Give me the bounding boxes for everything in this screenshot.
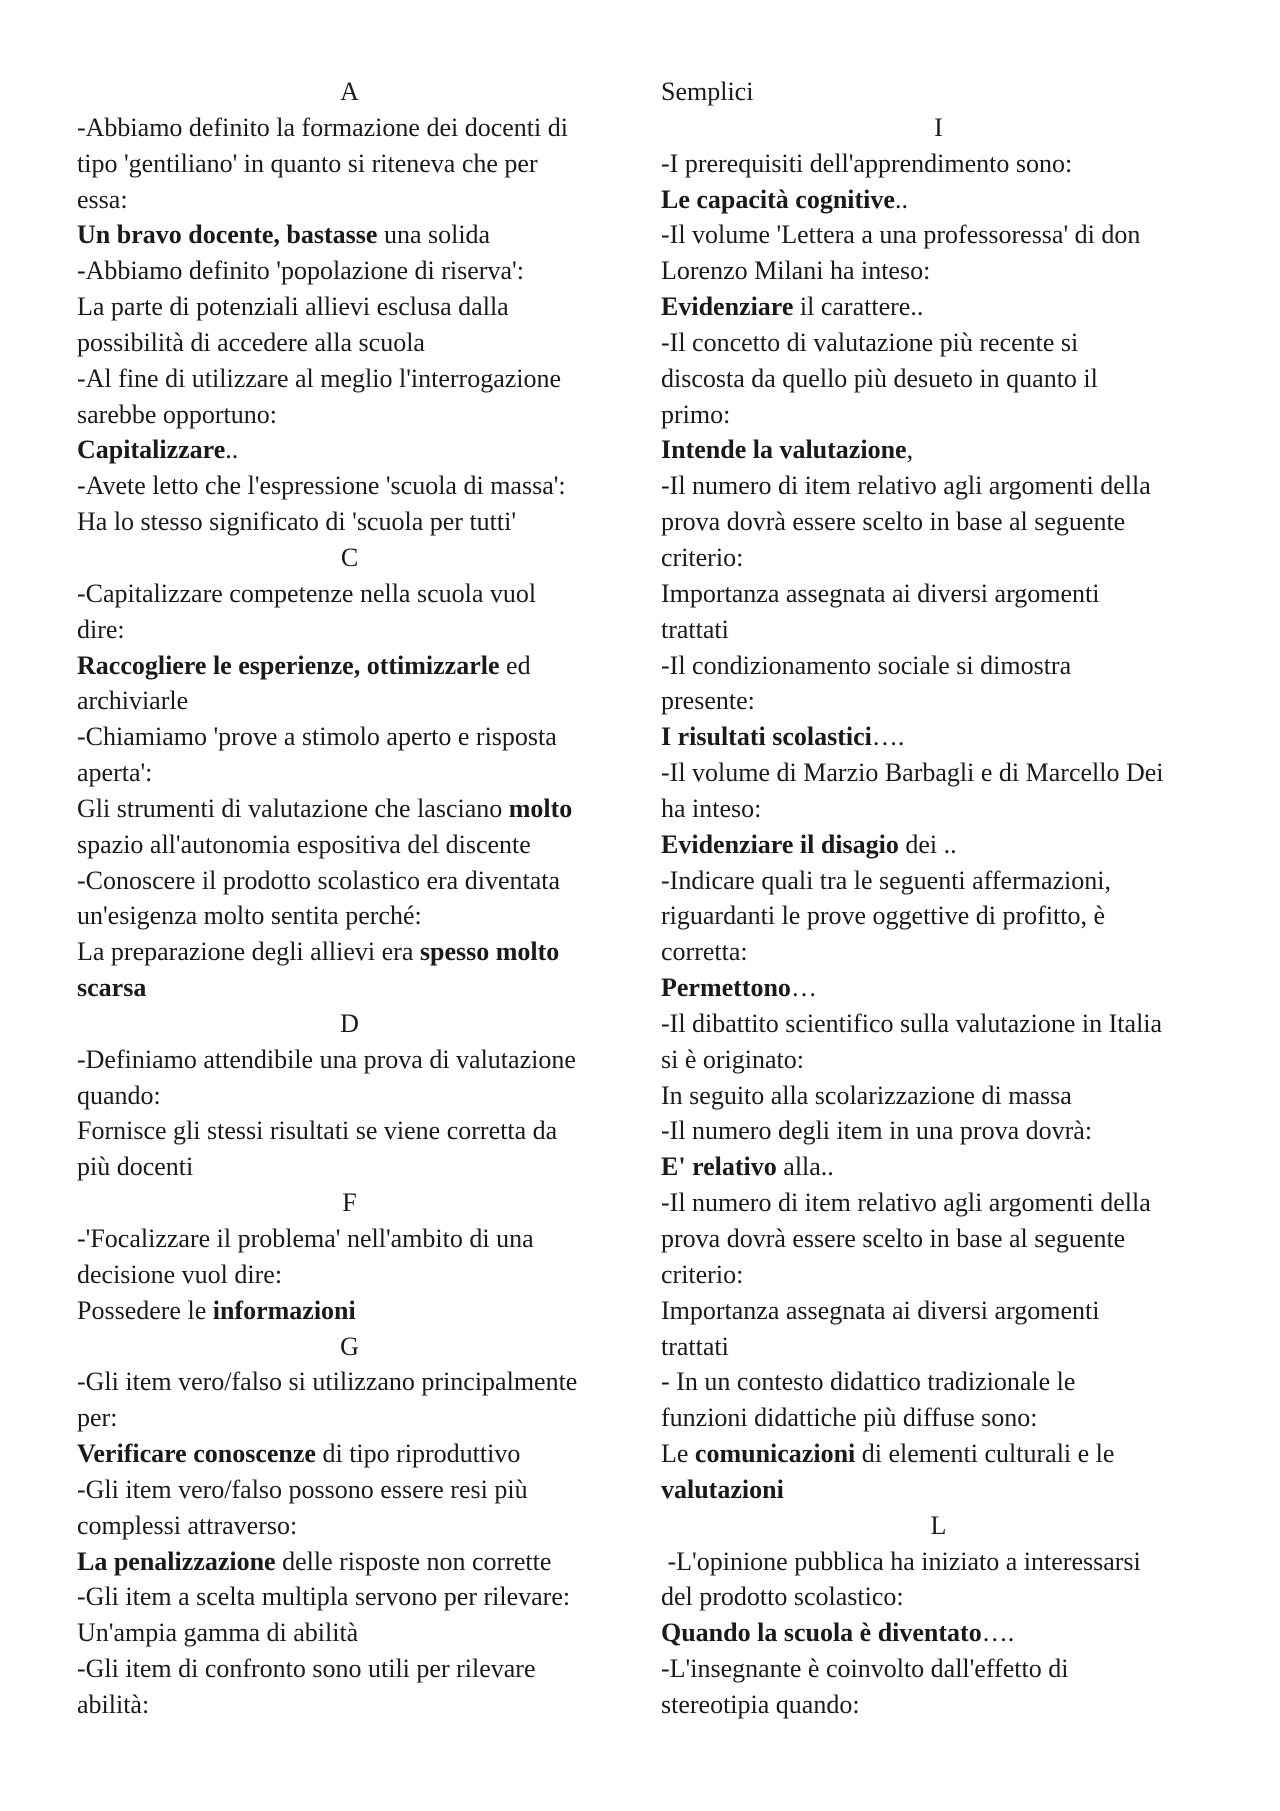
text-segment: -Il condizionamento sociale si dimostra — [661, 650, 1072, 680]
section-letter-heading — [77, 1006, 622, 1042]
bold-text: Evidenziare — [661, 292, 794, 322]
left-column — [77, 74, 622, 1723]
text-line — [77, 182, 622, 218]
text-line — [77, 898, 622, 934]
text-line — [77, 970, 622, 1006]
text-segment: funzioni didattiche più diffuse sono: — [661, 1403, 1038, 1433]
text-segment: primo: — [661, 399, 731, 429]
text-line — [661, 863, 1216, 899]
text-line — [77, 755, 622, 791]
text-segment: corretta: — [661, 937, 748, 967]
text-segment: ed — [499, 650, 531, 680]
text-line — [77, 648, 622, 684]
text-line — [77, 1544, 622, 1580]
text-segment: A — [340, 77, 359, 106]
text-segment: -L'opinione pubblica ha iniziato a interessarsi — [661, 1546, 1141, 1576]
text-line — [661, 1329, 1216, 1365]
text-line — [661, 146, 1216, 182]
bold-text: informazioni — [212, 1295, 356, 1325]
text-segment: ha inteso: — [661, 793, 762, 823]
text-segment: -L'insegnante è coinvolto dall'effetto di — [661, 1654, 1069, 1684]
text-line — [77, 468, 622, 504]
text-segment: di tipo riproduttivo — [315, 1439, 521, 1469]
text-segment: -Il numero degli item in una prova dovrà: — [661, 1116, 1093, 1146]
section-letter-heading — [77, 74, 622, 110]
text-line — [661, 1185, 1216, 1221]
text-segment: più docenti — [77, 1152, 194, 1182]
bold-text: Permettono — [661, 973, 791, 1003]
text-segment: C — [340, 542, 359, 572]
text-segment: abilità: — [77, 1689, 150, 1719]
text-segment: possibilità di accedere alla scuola — [77, 327, 425, 357]
text-segment: complessi attraverso: — [77, 1510, 298, 1540]
text-segment: prova dovrà essere scelto in base al seguente — [661, 507, 1126, 537]
bold-text: spesso molto — [419, 937, 560, 967]
text-segment: -Il volume di Marzio Barbagli e di Marcello Dei — [661, 758, 1164, 788]
section-letter-heading — [77, 1329, 622, 1365]
text-line — [77, 253, 622, 289]
text-segment: Semplici — [661, 77, 754, 106]
text-segment: un'esigenza molto sentita perché: — [77, 901, 422, 931]
text-line — [77, 146, 622, 182]
text-line — [77, 863, 622, 899]
text-segment: -Conoscere il prodotto scolastico era diventata — [77, 865, 561, 895]
text-segment: -Chiamiamo 'prove a stimolo aperto e risposta — [77, 722, 557, 752]
text-line — [661, 1544, 1216, 1580]
text-line — [661, 934, 1216, 970]
text-line — [661, 1006, 1216, 1042]
text-line — [661, 648, 1216, 684]
text-segment: -I prerequisiti dell'apprendimento sono: — [661, 148, 1073, 178]
text-segment: -Al fine di utilizzare al meglio l'interrogazione — [77, 363, 562, 393]
text-segment: dei .. — [898, 829, 957, 859]
bold-text: molto — [508, 793, 573, 823]
text-line — [661, 1579, 1216, 1615]
text-line — [77, 576, 622, 612]
text-segment: del prodotto scolastico: — [661, 1582, 904, 1612]
text-segment: Un'ampia gamma di abilità — [77, 1618, 359, 1648]
text-line — [77, 1579, 622, 1615]
text-line — [77, 1149, 622, 1185]
text-segment: Fornisce gli stessi risultati se viene corretta da — [77, 1116, 558, 1146]
text-line — [77, 432, 622, 468]
section-letter-heading — [77, 1185, 622, 1221]
text-segment: La parte di potenziali allievi esclusa dalla — [77, 292, 509, 322]
text-line — [661, 612, 1216, 648]
bold-text: Un bravo docente, bastasse — [77, 220, 378, 250]
bold-text: Le capacità cognitive — [661, 184, 895, 214]
text-line — [661, 1364, 1216, 1400]
text-line — [661, 827, 1216, 863]
text-line — [661, 325, 1216, 361]
text-line — [77, 1042, 622, 1078]
text-line — [661, 504, 1216, 540]
text-line — [661, 1293, 1216, 1329]
text-line — [77, 791, 622, 827]
text-segment: F — [342, 1188, 357, 1218]
text-line — [661, 1472, 1216, 1508]
text-line — [77, 361, 622, 397]
text-segment: stereotipia quando: — [661, 1689, 860, 1719]
text-segment: Gli strumenti di valutazione che lasciano — [77, 793, 509, 823]
text-line — [77, 1364, 622, 1400]
text-segment: …. — [981, 1618, 1015, 1648]
text-segment: -Indicare quali tra le seguenti affermazioni, — [661, 865, 1111, 895]
text-segment: I — [934, 112, 943, 142]
text-line — [661, 970, 1216, 1006]
text-segment: delle risposte non corrette — [275, 1546, 552, 1576]
text-segment: per: — [77, 1403, 118, 1433]
text-segment: -Gli item di confronto sono utili per rilevare — [77, 1654, 536, 1684]
text-line — [661, 1400, 1216, 1436]
text-line — [661, 1257, 1216, 1293]
bold-text: comunicazioni — [694, 1439, 856, 1469]
section-letter-heading — [661, 110, 1216, 146]
text-segment: -Gli item a scelta multipla servono per rilevare: — [77, 1582, 571, 1612]
text-line — [661, 1615, 1216, 1651]
text-line — [661, 432, 1216, 468]
text-segment: In seguito alla scolarizzazione di massa — [661, 1080, 1072, 1110]
text-line — [77, 683, 622, 719]
section-letter-heading — [77, 540, 622, 576]
text-segment: quando: — [77, 1080, 161, 1110]
bold-text: E' relativo — [661, 1152, 777, 1182]
text-segment: dire: — [77, 614, 125, 644]
text-segment: archiviarle — [77, 686, 189, 716]
text-segment: si è originato: — [661, 1044, 804, 1074]
text-segment: -Abbiamo definito la formazione dei docenti di — [77, 112, 568, 142]
text-segment: D — [340, 1008, 359, 1038]
text-line — [661, 719, 1216, 755]
text-segment: criterio: — [661, 542, 744, 572]
text-segment: presente: — [661, 686, 755, 716]
text-line — [661, 361, 1216, 397]
text-segment: .. — [894, 184, 908, 214]
text-segment: trattati — [661, 614, 729, 644]
text-segment: tipo 'gentiliano' in quanto si riteneva che per — [77, 148, 538, 178]
text-segment: Importanza assegnata ai diversi argomenti — [661, 578, 1100, 608]
text-segment: Possedere le — [77, 1295, 213, 1325]
bold-text: Capitalizzare — [77, 435, 226, 465]
text-line — [661, 1687, 1216, 1723]
text-segment: Ha lo stesso significato di 'scuola per tutti' — [77, 507, 517, 537]
text-segment: -Avete letto che l'espressione 'scuola di massa': — [77, 471, 566, 501]
text-line — [77, 1436, 622, 1472]
text-segment: - In un contesto didattico tradizionale le — [661, 1367, 1076, 1397]
text-line — [77, 1257, 622, 1293]
text-segment: -Il numero di item relativo agli argomenti della — [661, 1188, 1151, 1218]
text-line — [661, 1042, 1216, 1078]
text-segment: -Il numero di item relativo agli argomenti della — [661, 471, 1151, 501]
text-segment: Importanza assegnata ai diversi argomenti — [661, 1295, 1100, 1325]
text-line — [661, 1113, 1216, 1149]
text-segment: -Abbiamo definito 'popolazione di riserva': — [77, 256, 524, 286]
text-line — [77, 1113, 622, 1149]
text-segment: Lorenzo Milani ha inteso: — [661, 256, 931, 286]
text-line — [661, 540, 1216, 576]
text-segment: , — [906, 435, 914, 465]
text-line — [661, 576, 1216, 612]
text-line — [77, 1615, 622, 1651]
text-line — [77, 217, 622, 253]
text-line — [77, 934, 622, 970]
text-segment: discosta da quello più desueto in quanto il — [661, 363, 1098, 393]
bold-text: I risultati scolastici — [661, 722, 872, 752]
text-segment: La preparazione degli allievi era — [77, 937, 420, 967]
bold-text: Quando la scuola è diventato — [661, 1618, 982, 1648]
text-segment: decisione vuol dire: — [77, 1259, 283, 1289]
text-segment: una solida — [377, 220, 491, 250]
text-segment: -Gli item vero/falso possono essere resi più — [77, 1474, 528, 1504]
text-segment: riguardanti le prove oggettive di profitto, è — [661, 901, 1106, 931]
text-segment: sarebbe opportuno: — [77, 399, 278, 429]
section-letter-heading — [661, 1508, 1216, 1544]
text-line — [77, 289, 622, 325]
text-segment: spazio all'autonomia espositiva del discente — [77, 829, 531, 859]
text-line — [661, 1078, 1216, 1114]
text-line — [77, 1078, 622, 1114]
text-segment: essa: — [77, 184, 128, 214]
text-line — [77, 1472, 622, 1508]
text-line — [661, 1436, 1216, 1472]
text-segment: Le — [661, 1439, 695, 1469]
text-line — [77, 504, 622, 540]
text-segment: -Definiamo attendibile una prova di valutazione — [77, 1044, 576, 1074]
bold-text: Intende la valutazione — [661, 435, 907, 465]
text-line — [661, 755, 1216, 791]
text-line — [77, 110, 622, 146]
text-line — [661, 74, 1216, 110]
text-line — [77, 1687, 622, 1723]
text-line — [661, 182, 1216, 218]
bold-text: valutazioni — [661, 1474, 784, 1504]
text-line — [661, 289, 1216, 325]
text-segment: alla.. — [776, 1152, 834, 1182]
text-line — [77, 1400, 622, 1436]
text-line — [77, 719, 622, 755]
text-line — [661, 217, 1216, 253]
text-line — [77, 827, 622, 863]
text-line — [661, 898, 1216, 934]
bold-text: Evidenziare il disagio — [661, 829, 899, 859]
bold-text: La penalizzazione — [77, 1546, 276, 1576]
text-line — [77, 325, 622, 361]
text-line — [77, 397, 622, 433]
text-segment: -Gli item vero/falso si utilizzano principalmente — [77, 1367, 578, 1397]
text-segment: aperta': — [77, 758, 153, 788]
text-segment: il carattere.. — [793, 292, 924, 322]
text-line — [661, 397, 1216, 433]
text-segment: L — [930, 1510, 947, 1540]
text-line — [661, 1651, 1216, 1687]
bold-text: Verificare conoscenze — [77, 1439, 316, 1469]
text-segment: -Il dibattito scientifico sulla valutazione in Italia — [661, 1008, 1163, 1038]
text-line — [77, 1508, 622, 1544]
text-line — [77, 612, 622, 648]
text-segment: G — [340, 1331, 359, 1361]
text-segment: prova dovrà essere scelto in base al seguente — [661, 1224, 1126, 1253]
bold-text: scarsa — [77, 973, 147, 1003]
text-segment: -'Focalizzare il problema' nell'ambito di una — [77, 1224, 534, 1253]
text-segment: -Il volume 'Lettera a una professoressa' di don — [661, 220, 1141, 250]
bold-text: Raccogliere le esperienze, ottimizzarle — [77, 650, 500, 680]
text-line — [661, 791, 1216, 827]
text-segment: criterio: — [661, 1259, 744, 1289]
text-line — [661, 683, 1216, 719]
text-segment: di elementi culturali e le — [855, 1439, 1115, 1469]
text-line — [661, 1221, 1216, 1257]
text-line — [661, 468, 1216, 504]
text-segment: -Il concetto di valutazione più recente si — [661, 327, 1079, 357]
text-segment: …. — [871, 722, 905, 752]
text-segment: -Capitalizzare competenze nella scuola vuol — [77, 578, 537, 608]
text-line — [77, 1293, 622, 1329]
text-line — [661, 253, 1216, 289]
text-line — [77, 1651, 622, 1687]
text-segment: trattati — [661, 1331, 729, 1361]
text-line — [661, 1149, 1216, 1185]
text-segment: … — [790, 973, 817, 1003]
text-segment: .. — [225, 435, 239, 465]
text-line — [77, 1221, 622, 1257]
right-column — [661, 74, 1216, 1723]
